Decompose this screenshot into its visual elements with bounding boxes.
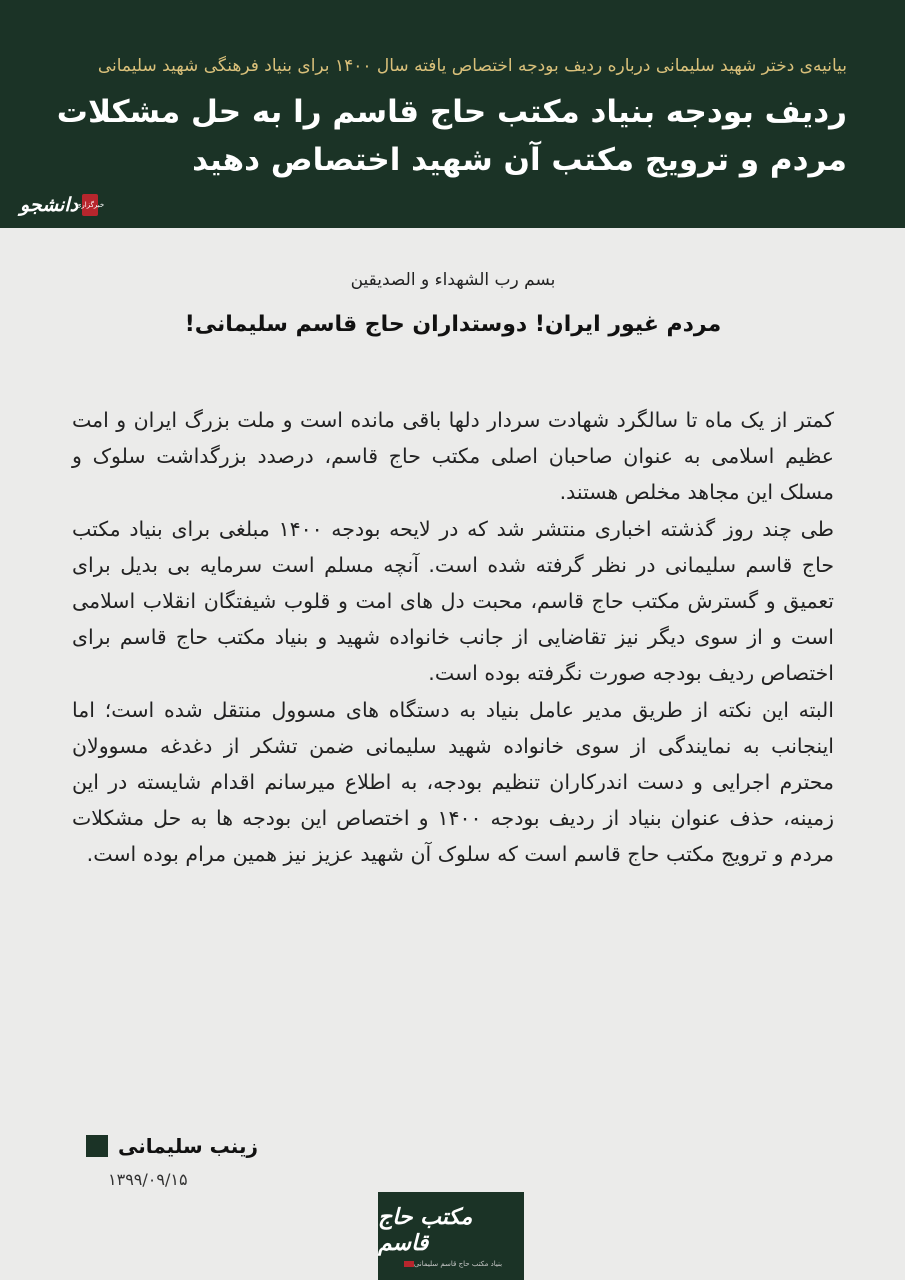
- logo-text: دانشجو: [20, 194, 79, 216]
- signature-name: زینب سلیمانی: [118, 1134, 258, 1158]
- bismillah: بسم رب الشهداء و الصدیقین: [350, 270, 556, 290]
- news-agency-logo: [20, 192, 105, 218]
- signature-square-icon: [86, 1135, 108, 1157]
- flag-icon: [404, 1261, 414, 1267]
- footer-logo-title: مکتب حاج قاسم: [378, 1204, 473, 1256]
- salutation: مردم غیور ایران! دوستداران حاج قاسم سلیمانی!: [184, 312, 722, 337]
- footer-logo: [378, 1192, 524, 1280]
- kicker-text: بیانیه‌ی دختر شهید سلیمانی درباره ردیف بودجه اختصاص یافته سال ۱۴۰۰ برای بنیاد فرهنگی شهید سلیمانی: [97, 56, 847, 76]
- statement-document: [72, 270, 834, 873]
- logo-badge: خبرگزاری: [82, 194, 98, 216]
- paragraph: طی چند روز گذشته اخباری منتشر شد که در لایحه بودجه ۱۴۰۰ مبلغی برای بنیاد مکتب حاج قاسم سلیمانی در نظر گرفته شده است. آنچه مسلم است سرمایه بی بدیل برای تعمیق و گسترش مکتب حاج قاسم، محبت دل های امت و قلوب شیفتگان انقلاب اسلامی است و از سوی دیگر نیز تقاضایی از جانب خانواده شهید و بنیاد مکتب حاج قاسم برای اختصاص ردیف بودجه صورت نگرفته بوده است.: [72, 516, 834, 686]
- signature: [78, 1134, 258, 1158]
- footer-logo-sub: بنیاد مکتب حاج قاسم سلیمانی: [400, 1260, 502, 1268]
- statement-body: [72, 402, 834, 873]
- header-banner: [0, 0, 905, 228]
- signature-date: ۱۳۹۹/۰۹/۱۵: [108, 1170, 188, 1189]
- paragraph: البته این نکته از طریق مدیر عامل بنیاد به دستگاه های مسوول منتقل شده است؛ اما اینجانب به نمایندگی از سوی خانواده شهید سلیمانی ضمن تشکر از دغدغه مسوولان محترم اجرایی و دست اندرکاران تنظیم بودجه، به اطلاع میرسانم اقدام شایسته در این زمینه، حذف عنوان بنیاد از ردیف بودجه ۱۴۰۰ و اختصاص این بودجه ها به حل مشکلات مردم و ترویج مکتب حاج قاسم است که سلوک آن شهید عزیز نیز همین مرام بوده است.: [72, 697, 834, 867]
- headline: ردیف بودجه بنیاد مکتب حاج قاسم را به حل مشکلات مردم و ترویج مکتب آن شهید اختصاص دهید: [56, 94, 847, 178]
- paragraph: کمتر از یک ماه تا سالگرد شهادت سردار دلها باقی مانده است و ملت بزرگ ایران و امت عظیم اسلامی به عنوان صاحبان اصلی مکتب حاج قاسم، درصدد بزرگداشت سلوک و مسلک این مجاهد مخلص هستند.: [72, 408, 834, 505]
